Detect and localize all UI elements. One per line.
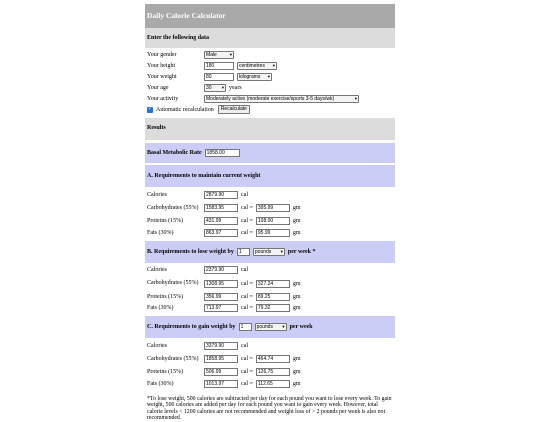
fats-label: Fats (30%) bbox=[147, 305, 174, 312]
weight-row bbox=[145, 71, 395, 82]
gm-unit: gm bbox=[292, 218, 301, 225]
lose-carbs-row bbox=[145, 276, 395, 291]
lose-unit-select[interactable]: pounds ▾ bbox=[254, 248, 283, 255]
age-unit: years bbox=[229, 84, 242, 91]
age-row bbox=[145, 82, 395, 93]
proteins-label: Proteins (15%) bbox=[147, 293, 184, 300]
lose-amount-input[interactable]: 1 bbox=[237, 248, 250, 256]
lose-proteins-cal[interactable]: 356.99 bbox=[204, 293, 238, 301]
calories-unit: cal bbox=[241, 191, 248, 198]
cal-equals: cal = bbox=[241, 356, 253, 362]
chevron-down-icon: ▾ bbox=[282, 324, 285, 329]
gain-fats-cal[interactable]: 1013.97 bbox=[204, 380, 238, 388]
lose-carbs-gm[interactable]: 327.24 bbox=[256, 280, 290, 288]
gm-unit: gm bbox=[292, 369, 301, 376]
height-input[interactable]: 180 bbox=[204, 62, 234, 70]
fats-label: Fats (30%) bbox=[147, 229, 174, 236]
maintain-calories-row bbox=[145, 189, 395, 201]
gender-select[interactable]: Male ▾ bbox=[206, 51, 232, 58]
gm-unit: gm bbox=[292, 293, 301, 300]
carbs-label: Carbohydrates (55%) bbox=[147, 204, 199, 211]
calories-unit: cal bbox=[241, 267, 248, 274]
chevron-down-icon: ▾ bbox=[354, 95, 357, 101]
age-label: Your age bbox=[147, 84, 169, 91]
calories-unit: cal bbox=[241, 342, 248, 349]
carbs-label: Carbohydrates (55%) bbox=[147, 280, 199, 287]
gain-carbs-cal[interactable]: 1858.95 bbox=[204, 355, 238, 363]
gain-title: C. Requirements to gain weight by bbox=[147, 324, 236, 330]
lose-proteins-row bbox=[145, 291, 395, 303]
results-header: Results bbox=[145, 118, 395, 140]
gm-unit: gm bbox=[292, 305, 301, 312]
lose-header bbox=[145, 241, 395, 263]
auto-recalc-row bbox=[145, 104, 395, 115]
weight-input[interactable]: 80 bbox=[204, 73, 234, 81]
gender-row bbox=[145, 49, 395, 60]
gain-fats-row bbox=[145, 378, 395, 390]
gain-header bbox=[145, 316, 395, 338]
bmr-row bbox=[145, 143, 395, 163]
maintain-carbs-gm[interactable]: 395.99 bbox=[256, 204, 290, 212]
gain-calories-value[interactable]: 3379.90 bbox=[204, 342, 238, 350]
chevron-down-icon: ▾ bbox=[267, 73, 270, 79]
bmr-label: Basal Metabolic Rate bbox=[147, 150, 202, 156]
chevron-down-icon: ▾ bbox=[280, 248, 283, 254]
lose-title-suffix: per week * bbox=[287, 248, 316, 255]
maintain-header: A. Requirements to maintain current weight bbox=[145, 165, 395, 187]
footnote: *To lose weight, 500 calories are subtracted per day for each pound you want to lose every week. To gain weight, 500 calories are added per day for each pound you want to gain every week. However, total calorie levels < 1200 calories are not recommended and weight loss of > 2 pounds per week is also not recommended. bbox=[147, 395, 392, 422]
calorie-calculator bbox=[145, 4, 395, 422]
checkmark-icon: ✓ bbox=[147, 106, 153, 112]
gain-carbs-row bbox=[145, 352, 395, 367]
cal-equals: cal = bbox=[241, 229, 253, 236]
lose-carbs-cal[interactable]: 1308.95 bbox=[204, 280, 238, 288]
weight-label: Your weight bbox=[147, 73, 177, 80]
cal-equals: cal = bbox=[241, 218, 253, 225]
auto-recalc-label: Automatic recalculation bbox=[156, 106, 214, 113]
maintain-proteins-gm[interactable]: 108.00 bbox=[256, 217, 290, 225]
recalculate-button[interactable]: Recalculate bbox=[218, 105, 250, 114]
calories-label: Calories bbox=[147, 342, 167, 349]
bmr-value[interactable]: 1858.00 bbox=[205, 149, 240, 157]
weight-unit-select[interactable]: kilograms ▾ bbox=[239, 73, 270, 80]
chevron-down-icon: ▾ bbox=[229, 51, 232, 57]
lose-title: B. Requirements to lose weight by bbox=[147, 248, 234, 255]
gm-unit: gm bbox=[292, 380, 301, 387]
calories-label: Calories bbox=[147, 191, 167, 198]
auto-recalc-checkbox[interactable] bbox=[147, 107, 153, 113]
lose-fats-gm[interactable]: 79.32 bbox=[256, 304, 290, 312]
height-row bbox=[145, 60, 395, 71]
gm-unit: gm bbox=[292, 356, 301, 362]
maintain-fats-row bbox=[145, 227, 395, 239]
maintain-calories-value[interactable]: 2879.90 bbox=[204, 191, 238, 199]
gain-carbs-gm[interactable]: 464.74 bbox=[256, 355, 290, 363]
maintain-proteins-row bbox=[145, 216, 395, 228]
gain-proteins-row bbox=[145, 367, 395, 379]
lose-calories-row bbox=[145, 265, 395, 277]
activity-row bbox=[145, 93, 395, 104]
gain-title-suffix: per week bbox=[289, 324, 313, 330]
input-header: Enter the following data bbox=[145, 28, 395, 48]
height-unit-select[interactable]: centimetres ▾ bbox=[239, 62, 275, 69]
cal-equals: cal = bbox=[241, 380, 253, 387]
height-label: Your height bbox=[147, 62, 176, 69]
chevron-down-icon: ▾ bbox=[221, 84, 224, 90]
proteins-label: Proteins (15%) bbox=[147, 369, 184, 376]
calories-label: Calories bbox=[147, 267, 167, 274]
activity-label: Your activity bbox=[147, 95, 179, 102]
page-title: Daily Calorie Calculator bbox=[145, 4, 395, 28]
gain-proteins-cal[interactable]: 506.99 bbox=[204, 368, 238, 376]
fats-label: Fats (30%) bbox=[147, 380, 174, 387]
lose-calories-value[interactable]: 2379.90 bbox=[204, 266, 238, 274]
proteins-label: Proteins (15%) bbox=[147, 218, 184, 225]
lose-proteins-gm[interactable]: 89.25 bbox=[256, 293, 290, 301]
chevron-down-icon: ▾ bbox=[272, 62, 275, 68]
lose-fats-cal[interactable]: 713.97 bbox=[204, 304, 238, 312]
age-select[interactable]: 30 ▾ bbox=[206, 84, 224, 91]
gain-amount-input[interactable]: 1 bbox=[239, 323, 252, 331]
cal-equals: cal = bbox=[241, 280, 253, 287]
maintain-proteins-cal[interactable]: 431.99 bbox=[204, 217, 238, 225]
gain-fats-gm[interactable]: 112.65 bbox=[256, 380, 290, 388]
cal-equals: cal = bbox=[241, 205, 253, 211]
gender-label: Your gender bbox=[147, 51, 177, 58]
activity-select[interactable]: Moderately active (moderate exercise/sports 3-5 days/wk) ▾ bbox=[206, 95, 357, 102]
cal-equals: cal = bbox=[241, 369, 253, 376]
cal-equals: cal = bbox=[241, 305, 253, 312]
gain-proteins-gm[interactable]: 126.75 bbox=[256, 368, 290, 376]
maintain-fats-cal[interactable]: 863.97 bbox=[204, 229, 238, 237]
maintain-fats-gm[interactable]: 95.99 bbox=[256, 229, 290, 237]
gain-calories-row bbox=[145, 340, 395, 352]
gm-unit: gm bbox=[292, 280, 301, 287]
maintain-carbs-row bbox=[145, 201, 395, 216]
gain-unit-select[interactable]: pounds ▾ bbox=[256, 324, 285, 330]
cal-equals: cal = bbox=[241, 293, 253, 300]
carbs-label: Carbohydrates (55%) bbox=[147, 355, 199, 362]
gm-unit: gm bbox=[292, 229, 301, 236]
lose-fats-row bbox=[145, 303, 395, 315]
gm-unit: gm bbox=[292, 205, 301, 211]
maintain-carbs-cal[interactable]: 1583.95 bbox=[204, 204, 238, 212]
